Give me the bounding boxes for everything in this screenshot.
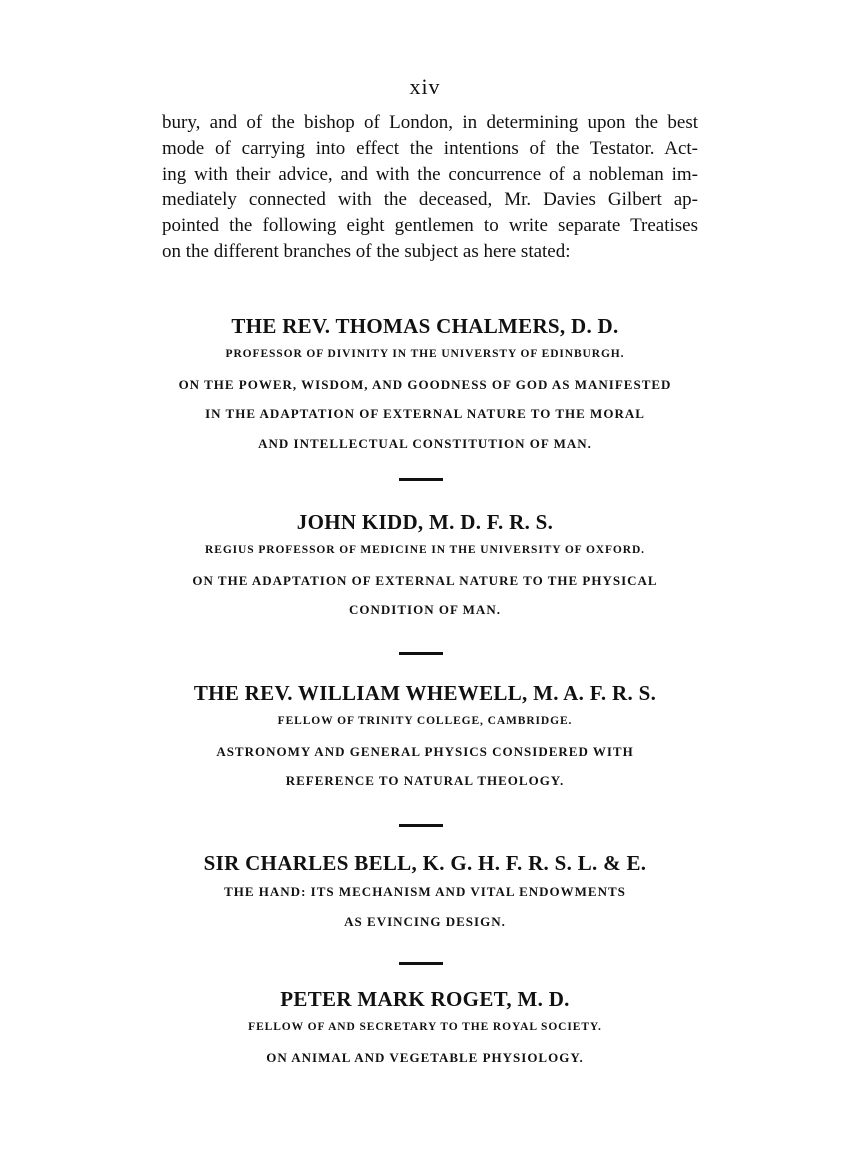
author-name: THE REV. THOMAS CHALMERS, D. D. bbox=[231, 314, 619, 338]
author-position: FELLOW OF AND SECRETARY TO THE ROYAL SOCIETY. bbox=[248, 1021, 602, 1033]
author-position: REGIUS PROFESSOR OF MEDICINE IN THE UNIVERSITY OF OXFORD. bbox=[205, 544, 645, 556]
intro-line: bury, and of the bishop of London, in determining upon the best bbox=[162, 112, 698, 133]
intro-line: on the different branches of the subject as here stated: bbox=[162, 240, 571, 262]
author-name: SIR CHARLES BELL, K. G. H. F. R. S. L. & E. bbox=[203, 851, 647, 875]
author-position: PROFESSOR OF DIVINITY IN THE UNIVERSTY OF EDINBURGH. bbox=[225, 348, 625, 360]
treatise-title-line: REFERENCE TO NATURAL THEOLOGY. bbox=[285, 773, 565, 788]
section-divider bbox=[399, 652, 443, 655]
treatise-title-line: CONDITION OF MAN. bbox=[349, 602, 501, 617]
treatise-title-line: AS EVINCING DESIGN. bbox=[344, 913, 506, 929]
treatise-entry-chalmers bbox=[0, 313, 850, 458]
page-number: xiv bbox=[409, 74, 441, 99]
section-divider bbox=[399, 962, 443, 965]
author-name: THE REV. WILLIAM WHEWELL, M. A. F. R. S. bbox=[193, 681, 657, 705]
treatise-title-line: THE HAND: ITS MECHANISM AND VITAL ENDOWMENTS bbox=[224, 884, 626, 899]
treatise-entry-kidd bbox=[0, 509, 850, 625]
intro-line: ing with their advice, and with the concurrence of a nobleman im- bbox=[162, 163, 698, 185]
section-divider bbox=[399, 478, 443, 481]
treatise-entry-roget bbox=[0, 986, 850, 1072]
treatise-title-line: ASTRONOMY AND GENERAL PHYSICS CONSIDERED WITH bbox=[216, 743, 634, 759]
section-divider bbox=[399, 824, 443, 827]
author-position: FELLOW OF TRINITY COLLEGE, CAMBRIDGE. bbox=[277, 715, 573, 727]
intro-line: mediately connected with the deceased, Mr. Davies Gilbert ap- bbox=[162, 189, 698, 211]
treatise-title-line: AND INTELLECTUAL CONSTITUTION OF MAN. bbox=[258, 435, 592, 451]
author-name: PETER MARK ROGET, M. D. bbox=[280, 987, 570, 1011]
intro-line: pointed the following eight gentlemen to write separate Treatises bbox=[162, 215, 698, 237]
treatise-title-line: ON THE POWER, WISDOM, AND GOODNESS OF GOD AS MANIFESTED bbox=[178, 376, 672, 392]
intro-line: mode of carrying into effect the intentions of the Testator. Act- bbox=[162, 137, 698, 159]
treatise-title-line: IN THE ADAPTATION OF EXTERNAL NATURE TO THE MORAL bbox=[205, 406, 645, 421]
treatise-title-line: ON THE ADAPTATION OF EXTERNAL NATURE TO THE PHYSICAL bbox=[192, 572, 658, 588]
treatise-entry-whewell bbox=[0, 680, 850, 796]
treatise-entry-bell bbox=[0, 850, 850, 936]
intro-paragraph bbox=[162, 110, 698, 265]
treatise-title-line: ON ANIMAL AND VEGETABLE PHYSIOLOGY. bbox=[266, 1049, 584, 1065]
author-name: JOHN KIDD, M. D. F. R. S. bbox=[296, 510, 554, 534]
